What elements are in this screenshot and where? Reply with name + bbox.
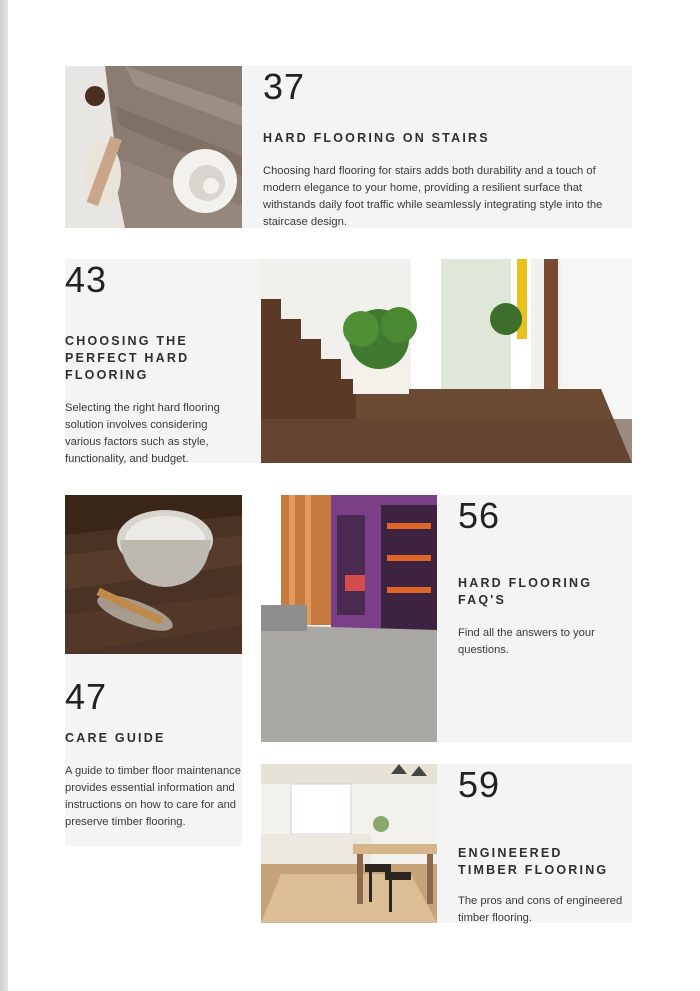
section-title-43: CHOOSING THE PERFECT HARD FLOORING — [65, 334, 190, 382]
section-description-59: The pros and cons of engineered timber flooring. — [458, 895, 623, 924]
section-title-47: CARE GUIDE — [65, 731, 166, 745]
spiral-stairs-photo — [65, 66, 242, 228]
page-number-59: 59 — [458, 764, 501, 805]
page-number-56: 56 — [458, 495, 501, 536]
page-number-37: 37 — [263, 66, 306, 107]
floor-cleaning-bucket-photo — [65, 495, 242, 654]
section-description-56: Find all the answers to your questions. — [458, 627, 595, 656]
section-title-37: HARD FLOORING ON STAIRS — [263, 131, 490, 145]
section-description-47: A guide to timber floor maintenance provides essential information and instructions on how to care for and preserve timber flooring. — [65, 765, 241, 828]
purple-living-room-photo — [261, 495, 437, 742]
section-description-37: Choosing hard flooring for stairs adds both durability and a touch of modern elegance to your home, providing a resilient surface that withstands daily foot traffic while seamlessly integrating style into the staircase design. — [263, 165, 603, 228]
hallway-stairs-photo — [261, 259, 632, 463]
page-number-43: 43 — [65, 259, 108, 300]
page-number-47: 47 — [65, 676, 108, 717]
contents-page — [8, 0, 700, 991]
section-description-43: Selecting the right hard flooring solution involves considering various factors such as style, functionality, and budget. — [65, 402, 220, 465]
section-title-59: ENGINEERED TIMBER FLOORING — [458, 846, 609, 877]
kitchen-timber-floor-photo — [261, 764, 437, 923]
section-title-56: HARD FLOORING FAQ'S — [458, 576, 593, 607]
